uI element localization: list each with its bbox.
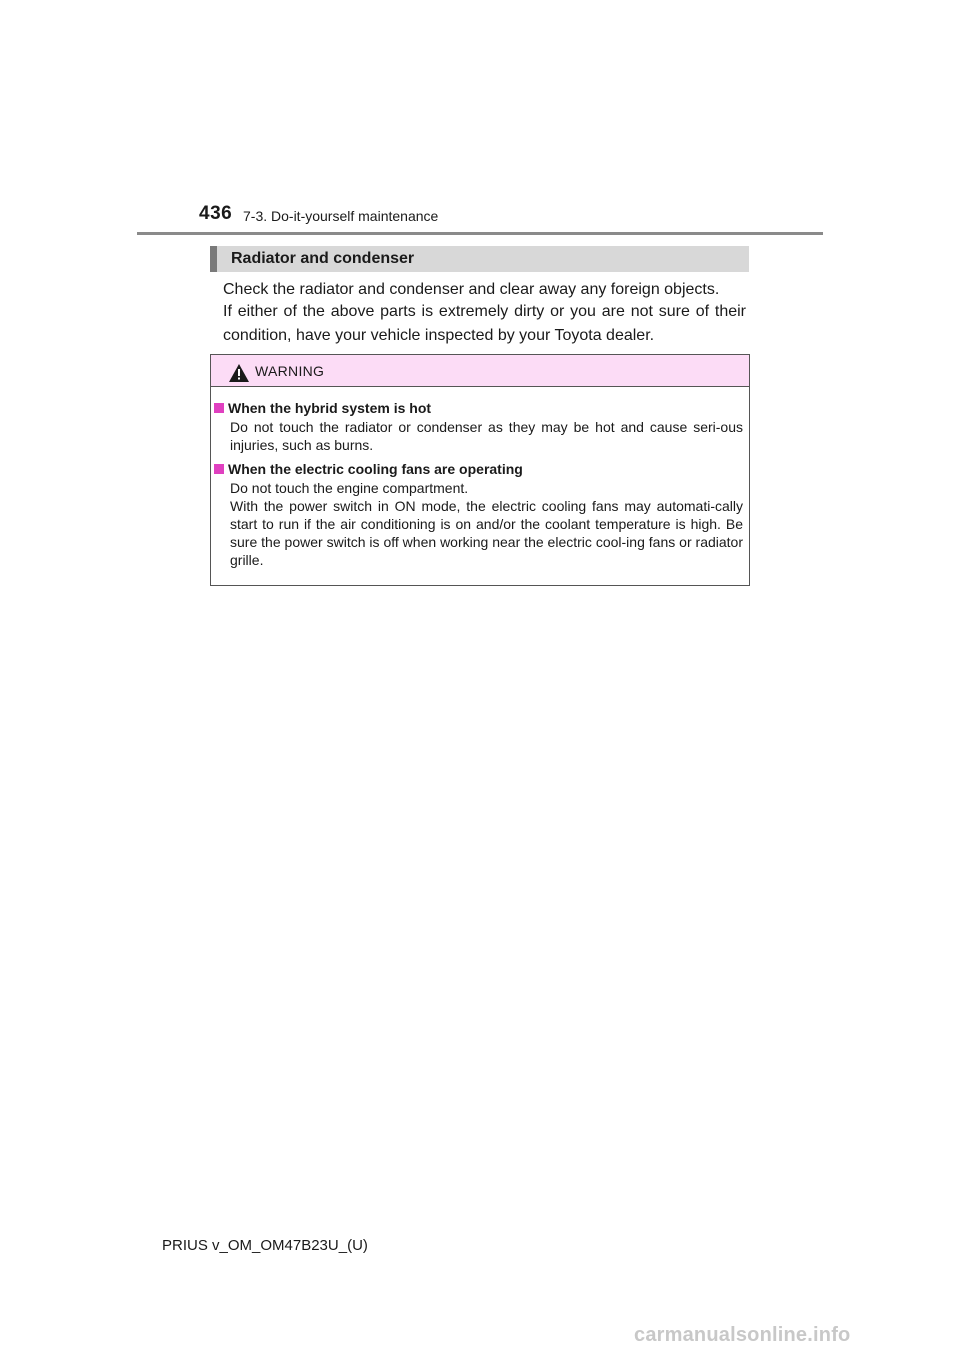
warning-item-heading: When the hybrid system is hot <box>228 400 432 416</box>
warning-item-text: With the power switch in ON mode, the electric cooling fans may automati-cally start to run if the air conditioning is on and/or the coolant temperature is high. Be sure the power switch is off when working near the electric cool-ing fans or radiator grille. <box>230 498 743 568</box>
warning-header <box>211 355 749 387</box>
warning-item-text: Do not touch the radiator or condenser as they may be hot and cause seri-ous injuries, such as burns. <box>230 419 743 453</box>
header-divider <box>137 232 823 235</box>
section-heading: Radiator and condenser <box>231 250 415 267</box>
watermark: carmanualsonline.info <box>634 1324 851 1346</box>
warning-item-heading: When the electric cooling fans are operating <box>228 461 523 477</box>
warning-item-text: Do not touch the engine compartment. <box>230 480 469 496</box>
warning-title: WARNING <box>255 363 325 379</box>
section-heading-bar <box>210 246 749 272</box>
warning-item <box>214 399 744 454</box>
square-bullet-icon <box>214 403 224 413</box>
warning-item <box>214 460 744 569</box>
body-paragraph-2: If either of the above parts is extremely dirty or you are not sure of their condition, have your vehicle inspected by your Toyota dealer. <box>223 303 746 344</box>
square-bullet-icon <box>214 464 224 474</box>
warning-triangle-icon <box>229 364 249 382</box>
warning-box <box>210 354 750 586</box>
section-label: 7-3. Do-it-yourself maintenance <box>243 208 439 224</box>
page-number: 436 <box>199 203 233 224</box>
body-paragraph-1: Check the radiator and condenser and clear away any foreign objects. <box>223 281 720 298</box>
document-id-footer: PRIUS v_OM_OM47B23U_(U) <box>162 1237 368 1254</box>
